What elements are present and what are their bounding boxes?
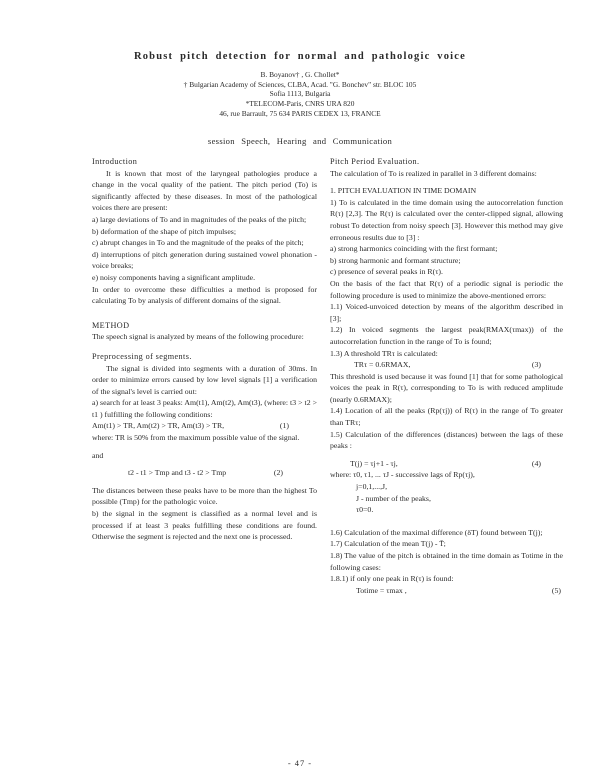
method-heading: METHOD [92,320,130,330]
step-1-3: 1.3) A threshold TRτ is calculated: [330,348,438,358]
preprocessing-paragraph: The signal is divided into segments with a duration of 30ms. In order to minimize errors caused by low level signals [1] a verification of the signal's level is carried out: [92,363,317,396]
preprocessing-paragraph-2: The distances between these peaks have to be more than the highest To possible (Tmp) for the pathologic voice. [92,485,317,507]
time-domain-paragraph: 1) To is calculated in the time domain using the autocorrelation function R(τ) [2,3]. The R(τ) is calculated over the center-clipped signal, allowing robust To detection from noisy speech [3]. However this method may give erroneous results due to [3] : [330,197,563,242]
step-1-5: 1.5) Calculation of the differences (distances) between the lags of these peaks : [330,429,563,451]
step-1-8: 1.8) The value of the pitch is obtained in the time domain as Totime in the following cases: [330,551,563,572]
time-domain-item-a: a) strong harmonics coinciding with the first formant; [330,244,498,254]
step-1-7: 1.7) Calculation of the mean T(j) - T̄; [330,539,446,549]
equation-2 [92,467,317,479]
affiliation-1: † Bulgarian Academy of Sciences, CLBA, Acad. "G. Bonchev" str. BLOC 105 [183,79,417,89]
time-domain-item-c: c) presence of several peaks in R(τ). [330,267,443,277]
left-column [92,154,317,543]
affiliation-2: Sofia 1113, Bulgaria [269,89,331,99]
right-column [330,154,563,596]
equation-3-number: (3) [531,360,541,370]
equation-3 [330,359,563,371]
equation-1-number: (1) [279,421,289,431]
equation-5-text: Totime = τmax , [356,585,407,595]
intro-paragraph-2: In order to overcome these difficulties a method is proposed for calculating To by analysis of different domains of the signal. [92,284,317,306]
pitch-evaluation-paragraph: The calculation of To is realized in parallel in 3 different domains: [330,168,537,178]
intro-item-a: a) large deviations of To and in magnitudes of the peaks of the pitch; [92,214,307,224]
pitch-evaluation-heading: Pitch Period Evaluation. [330,157,420,166]
time-domain-heading: 1. PITCH EVALUATION IN TIME DOMAIN [330,186,477,196]
equation-4 [330,458,563,470]
intro-item-c: c) abrupt changes in To and the magnitude of the peaks of the pitch; [92,238,304,248]
time-domain-item-b: b) strong harmonic and formant structure; [330,255,461,265]
step-1-1: 1.1) Voiced-unvoiced detection by means of the algorithm described in [3]; [330,302,563,323]
equation-4-text: T(j) = τj+1 - τj, [350,458,398,468]
equation-2-number: (2) [273,468,283,478]
equation-1 [92,420,317,432]
equation-4-where: where: τ0, τ1, ... τJ - successive lags of Rp(τj), [330,470,475,480]
equation-4-tau0: τ0=0. [356,505,374,515]
equation-5 [330,585,563,597]
intro-item-e: e) noisy components having a significant amplitude. [92,272,256,282]
intro-item-d: d) interruptions of pitch generation during sustained vowel phonation - voice breaks; [92,249,317,271]
step-1-6: 1.6) Calculation of the maximal difference (δT) found between T(j); [330,527,543,537]
step-1-8-1: 1.8.1) if only one peak in R(τ) is found: [330,574,454,584]
equation-4-number: (4) [531,458,541,468]
intro-item-b: b) deformation of the shape of pitch impulses; [92,226,236,236]
equation-4-j-range: j=0,1,...,J, [356,482,388,492]
preprocessing-item-a: a) search for at least 3 peaks: Am(t1), Am(t2), Am(t3), (where: t3 > t2 > t1 ) fulfilling the following conditions: [92,398,317,419]
equation-3-text: TRτ = 0.6RMAX, [354,360,411,370]
step-1-4: 1.4) Location of all the peaks (Rp(τj)) of R(τ) in the range of To greater than TRτ; [330,406,563,428]
preprocessing-item-b: b) the signal in the segment is classified as a normal level and is processed if at least 3 peaks fulfilling these conditions are found. Otherwise the segment is rejected and the next one is processed. [92,509,317,542]
step-1-2: 1.2) In voiced segments the largest peak(RMAX(τmax)) of the autocorrelation function in the range of To is found; [330,325,563,346]
authors-line: B. Boyanov† , G. Chollet* [260,70,340,79]
session-title: session Speech, Hearing and Communication [207,136,393,146]
author-block [0,70,600,119]
equation-5-number: (5) [551,585,561,595]
affiliation-4: 46, rue Barrault, 75 634 PARIS CEDEX 13, FRANCE [219,108,381,118]
equation-4-j-count: J - number of the peaks, [356,493,431,503]
equation-1-where: where: TR is 50% from the maximum possible value of the signal. [92,433,300,443]
equation-1-text: Am(t1) > TR, Am(t2) > TR, Am(t3) > TR, [92,421,225,431]
time-domain-paragraph-2: On the basis of the fact that R(τ) of a periodic signal is periodic the following procedure is used to minimize the above-mentioned errors: [330,278,563,300]
method-paragraph: The speech signal is analyzed by means of the following procedure: [92,332,304,342]
equation-2-text: t2 - t1 > Tmp and t3 - t2 > Tmp [128,468,227,478]
and-connector: and [92,450,104,460]
step-1-3-explanation: This threshold is used because it was found [1] that for some pathological voices the peak in R(τ), corresponding to To is with reduced amplitude (nearly 0.6RMAX); [330,371,563,404]
paper-title: Robust pitch detection for normal and pathologic voice [133,51,467,62]
affiliation-3: *TELECOM-Paris, CNRS URA 820 [245,99,355,109]
introduction-heading: Introduction [92,157,138,166]
preprocessing-heading: Preprocessing of segments. [92,351,192,361]
intro-paragraph: It is known that most of the laryngeal pathologies produce a change in the vocal quality of the patient. The pitch period (To) is significantly affected by these diseases. In most of the pathological voices there are present: [92,168,317,213]
page-number: - 47 - [287,759,313,768]
